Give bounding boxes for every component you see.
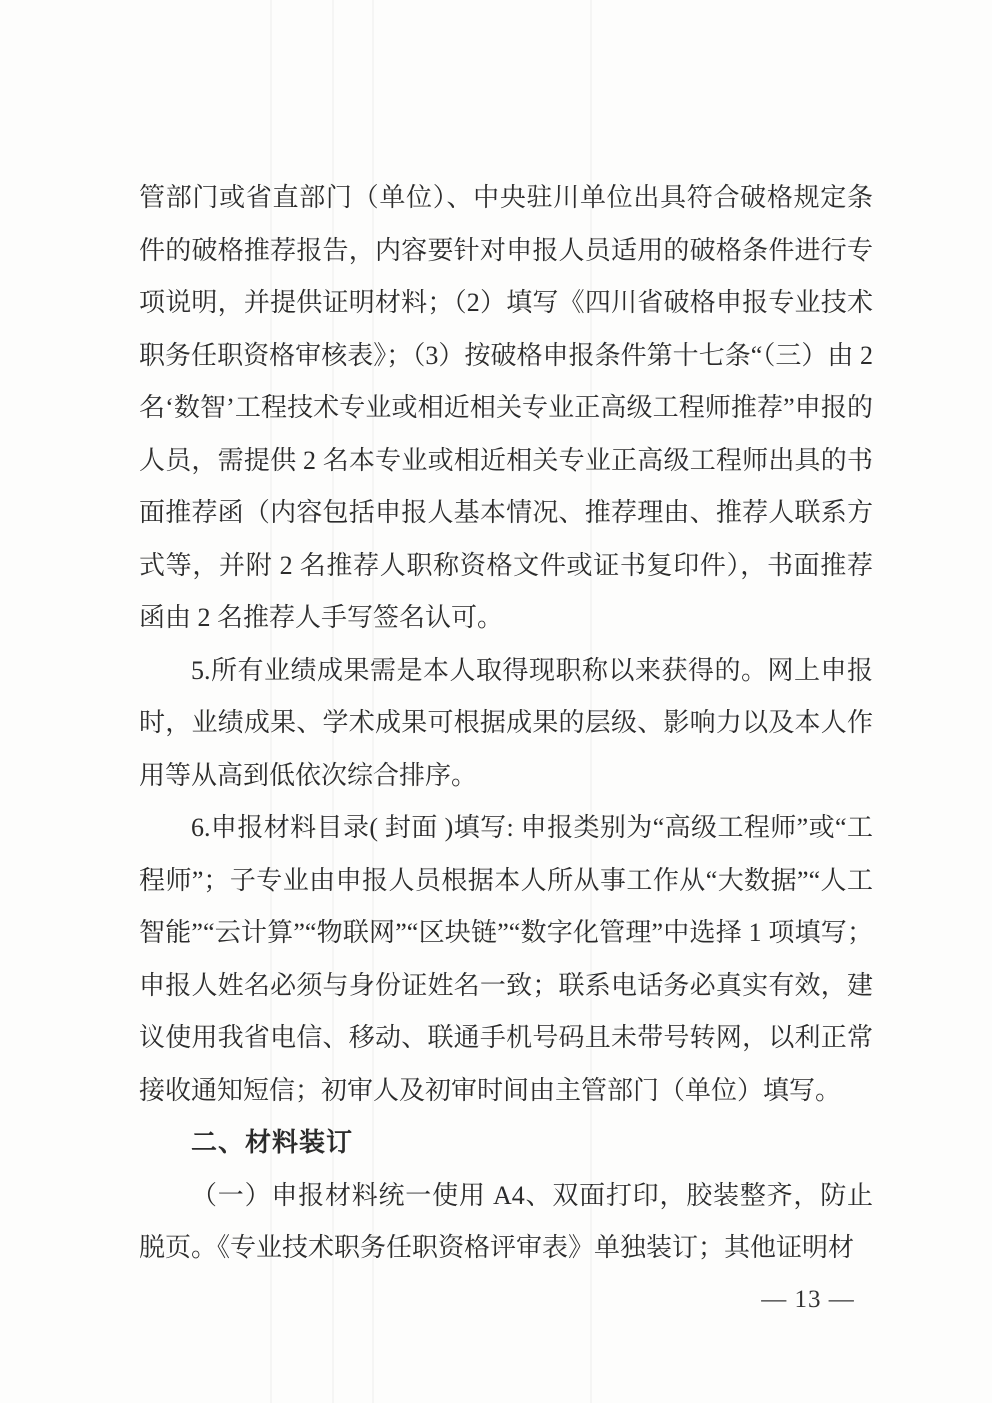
body-paragraph-item-binding-1: （一）申报材料统一使用 A4、双面打印，胶装整齐，防止脱页。《专业技术职务任职资格评审表》单独装订；其他证明材 — [139, 1180, 873, 1262]
body-paragraph-continuation: 管部门或省直部门（单位）、中央驻川单位出具符合破格规定条件的破格推荐报告，内容要针对申报人员适用的破格条件进行专项说明，并提供证明材料；（2）填写《四川省破格申报专业技术职务任职资格审核表》；（3）按破格申报条件第十七条“（三）由 2 名‘数智’工程技术专业或相近相关专业正高级工程师推荐”申报的人员，需提供 2 名本专业或相近相关专业正高级工程师出具的书面推荐函（内容包括申报人基本情况、推荐理由、推荐人联系方式等，并附 2 名推荐人职称资格文件或证书复印件），书面推荐函由 2 名推荐人手写签名认可。 — [139, 183, 873, 632]
document-page-body — [139, 172, 873, 1275]
page-number: — 13 — — [761, 1286, 855, 1313]
section-heading-material-binding: 二、材料装订 — [191, 1128, 354, 1157]
body-paragraph-item-6: 6.申报材料目录( 封面 )填写: 申报类别为“高级工程师”或“工程师”；子专业由申报人员根据本人所从事工作从“大数据”“人工智能”“云计算”“物联网”“区块链”“数字化管理”中选择 1 项填写；申报人姓名必须与身份证姓名一致；联系电话务必真实有效，建议使用我省电信、移动、联通手机号码且未带号转网，以利正常接收通知短信；初审人及初审时间由主管部门（单位）填写。 — [139, 813, 873, 1105]
body-paragraph-item-5: 5.所有业绩成果需是本人取得现职称以来获得的。网上申报时，业绩成果、学术成果可根据成果的层级、影响力以及本人作用等从高到低依次综合排序。 — [139, 655, 873, 790]
